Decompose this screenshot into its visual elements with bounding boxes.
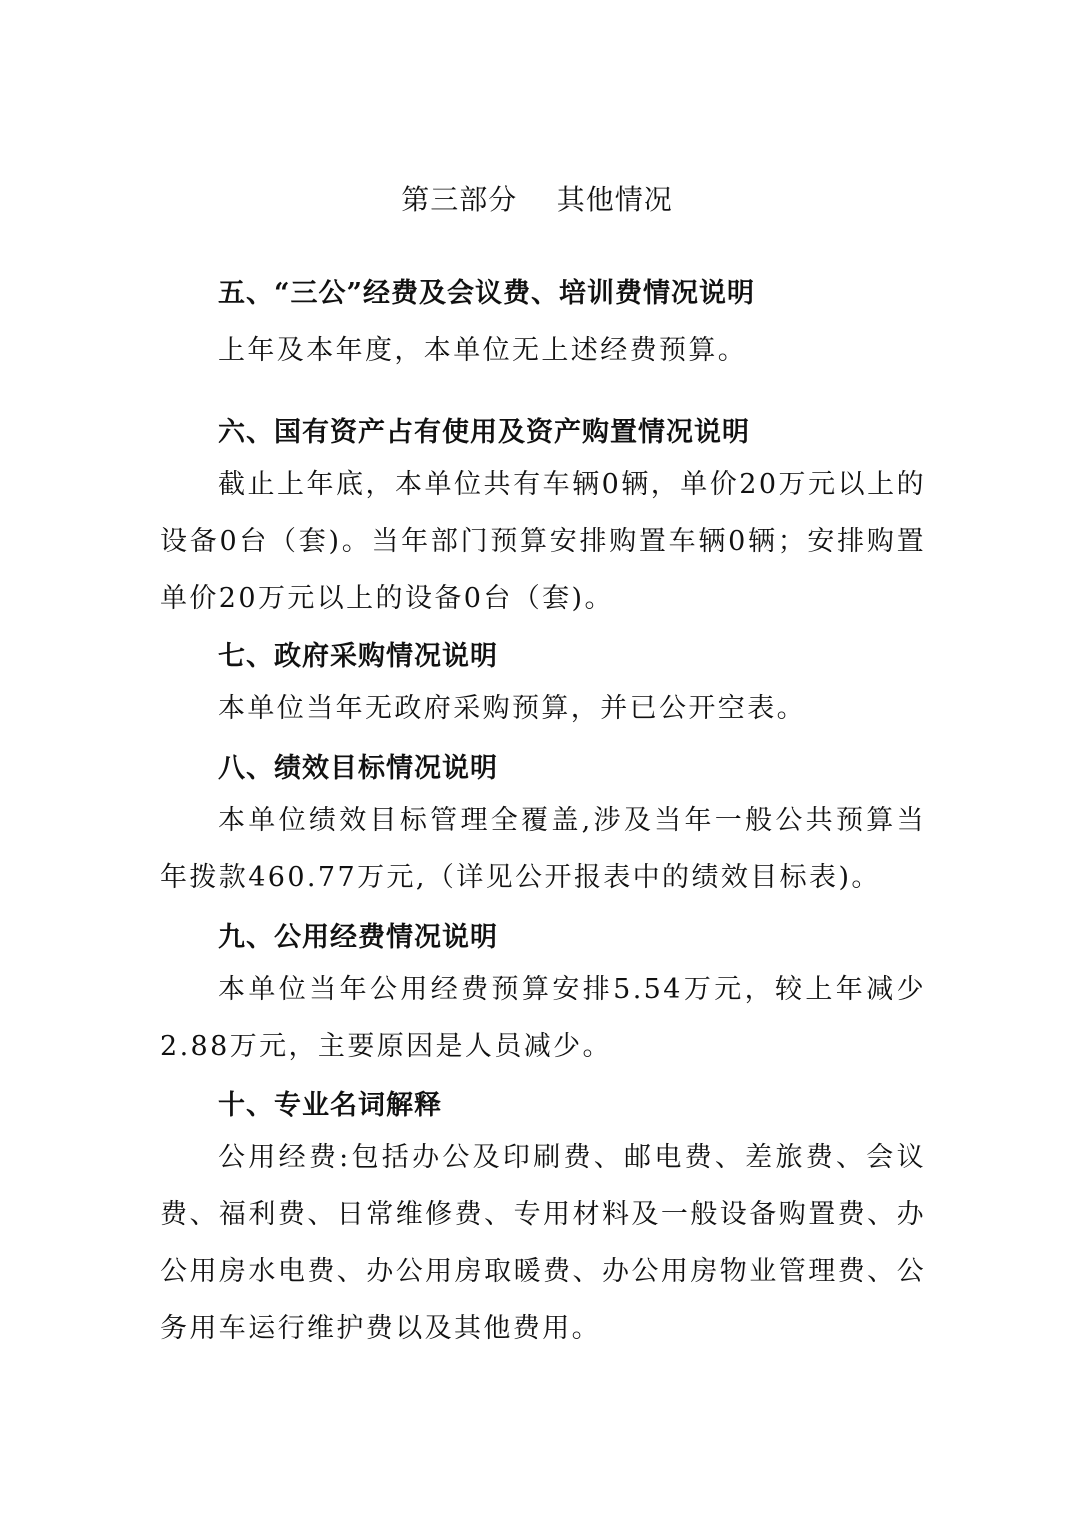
section-body-5: 上年及本年度，本单位无上述经费预算。 bbox=[218, 335, 748, 366]
section-heading-9: 九、公用经费情况说明 bbox=[218, 922, 498, 953]
section-body-10: 公用经费:包括办公及印刷费、邮电费、差旅费、会议费、福利费、日常维修费、专用材料及一般设备购置费、办公用房水电费、办公用房取暖费、办公用房物业管理费、公务用车运行维护费以及其他费用。 bbox=[160, 1142, 926, 1344]
section-body-8: 本单位绩效目标管理全覆盖,涉及当年一般公共预算当年拨款460.77万元,（详见公开报表中的绩效目标表)。 bbox=[160, 805, 926, 893]
section-body-9: 本单位当年公用经费预算安排5.54万元，较上年减少2.88万元，主要原因是人员减少。 bbox=[160, 974, 926, 1062]
section-body-6: 截止上年底，本单位共有车辆0辆，单价20万元以上的设备0台（套)。当年部门预算安排购置车辆0辆；安排购置单价20万元以上的设备0台（套)。 bbox=[160, 469, 926, 614]
section-heading-5: 五、“三公”经费及会议费、培训费情况说明 bbox=[218, 278, 756, 309]
section-heading-6: 六、国有资产占有使用及资产购置情况说明 bbox=[218, 417, 750, 448]
page-title: 第三部分 其他情况 bbox=[401, 183, 673, 216]
section-heading-8: 八、绩效目标情况说明 bbox=[218, 753, 498, 784]
section-heading-10: 十、专业名词解释 bbox=[218, 1090, 442, 1121]
section-body-7: 本单位当年无政府采购预算，并已公开空表。 bbox=[218, 693, 806, 724]
section-heading-7: 七、政府采购情况说明 bbox=[218, 641, 498, 672]
